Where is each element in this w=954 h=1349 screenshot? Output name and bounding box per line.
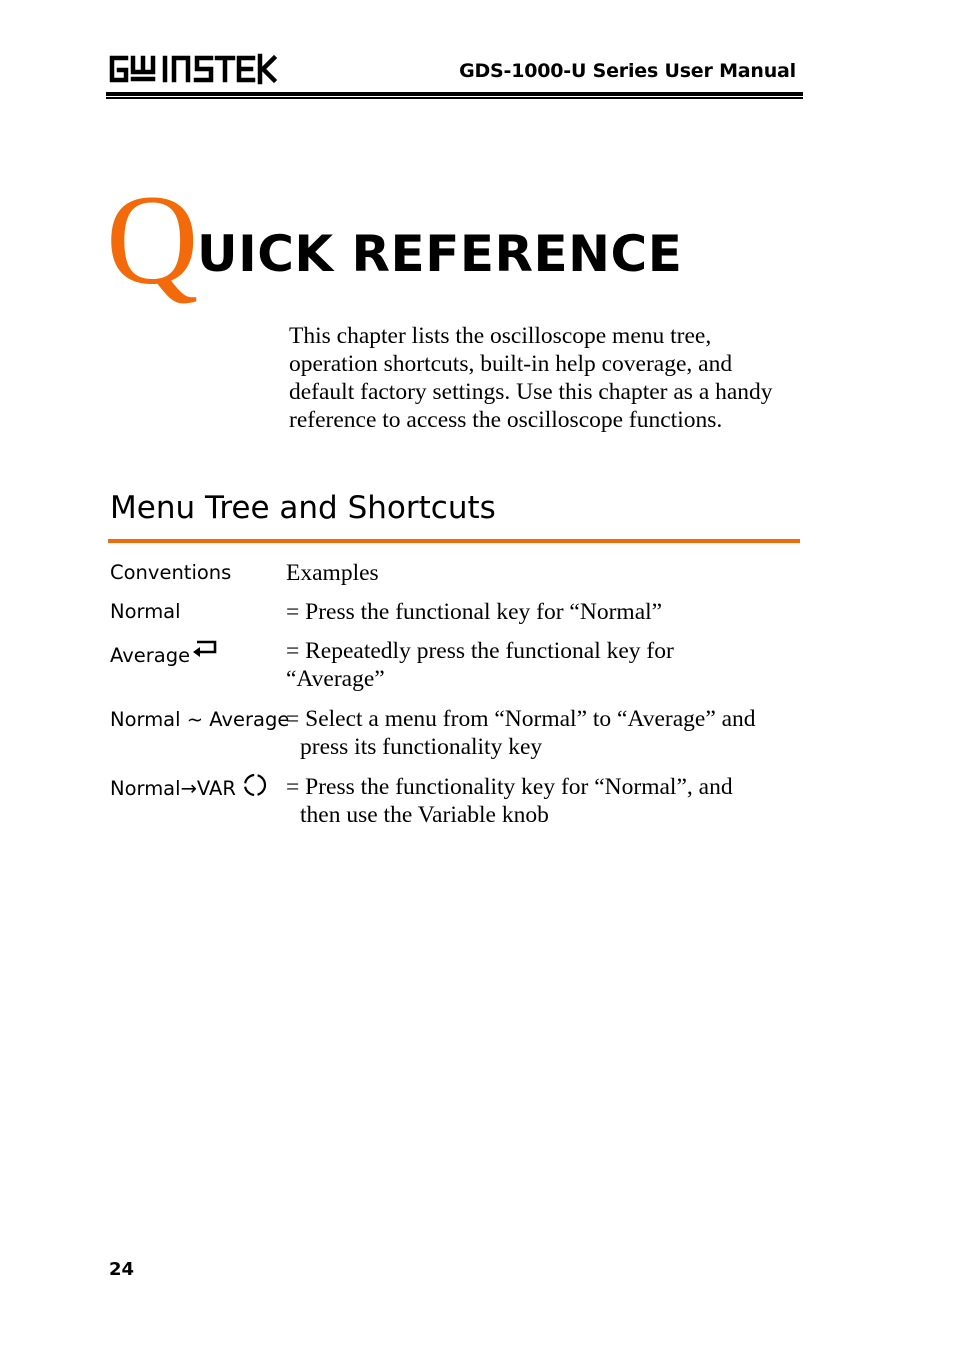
convention-description (286, 598, 806, 626)
chapter-title: UICK REFERENCE (197, 225, 683, 283)
convention-description (286, 637, 806, 693)
convention-label (110, 642, 219, 670)
description-line: press its functionality key (300, 734, 543, 760)
convention-description (286, 705, 806, 761)
conventions-header: Conventions (110, 561, 232, 584)
convention-description (286, 773, 806, 829)
description-line: = Select a menu from “Normal” to “Average” and (286, 706, 756, 732)
variable-knob-icon (242, 772, 268, 798)
convention-label: Normal ~ Average (110, 708, 290, 731)
header-rule-thin (106, 97, 803, 99)
convention-label: Normal (110, 600, 181, 623)
return-arrow-icon (191, 638, 219, 662)
examples-header: Examples (286, 560, 379, 586)
convention-label-text: Average (110, 644, 191, 667)
page-number: 24 (109, 1259, 135, 1280)
description-line: then use the Variable knob (300, 802, 549, 828)
header-rule (106, 92, 803, 96)
convention-label-text: Normal→VAR (110, 777, 236, 800)
section-rule (108, 539, 800, 543)
description-line: = Press the functional key for “Normal” (286, 599, 663, 625)
section-title: Menu Tree and Shortcuts (110, 490, 496, 526)
description-line: = Press the functionality key for “Normal”, and (286, 774, 733, 800)
description-line: “Average” (286, 666, 385, 692)
convention-label (110, 775, 268, 803)
manual-title: GDS-1000-U Series User Manual (459, 60, 796, 82)
chapter-intro: This chapter lists the oscilloscope menu tree, operation shortcuts, built-in help coverage, and default factory settings. Use this chapter as a handy reference to access the oscilloscope functions. (289, 323, 773, 433)
gw-instek-logo (108, 52, 278, 86)
description-line: = Repeatedly press the functional key for (286, 638, 674, 664)
chapter-initial: Q (106, 169, 199, 311)
